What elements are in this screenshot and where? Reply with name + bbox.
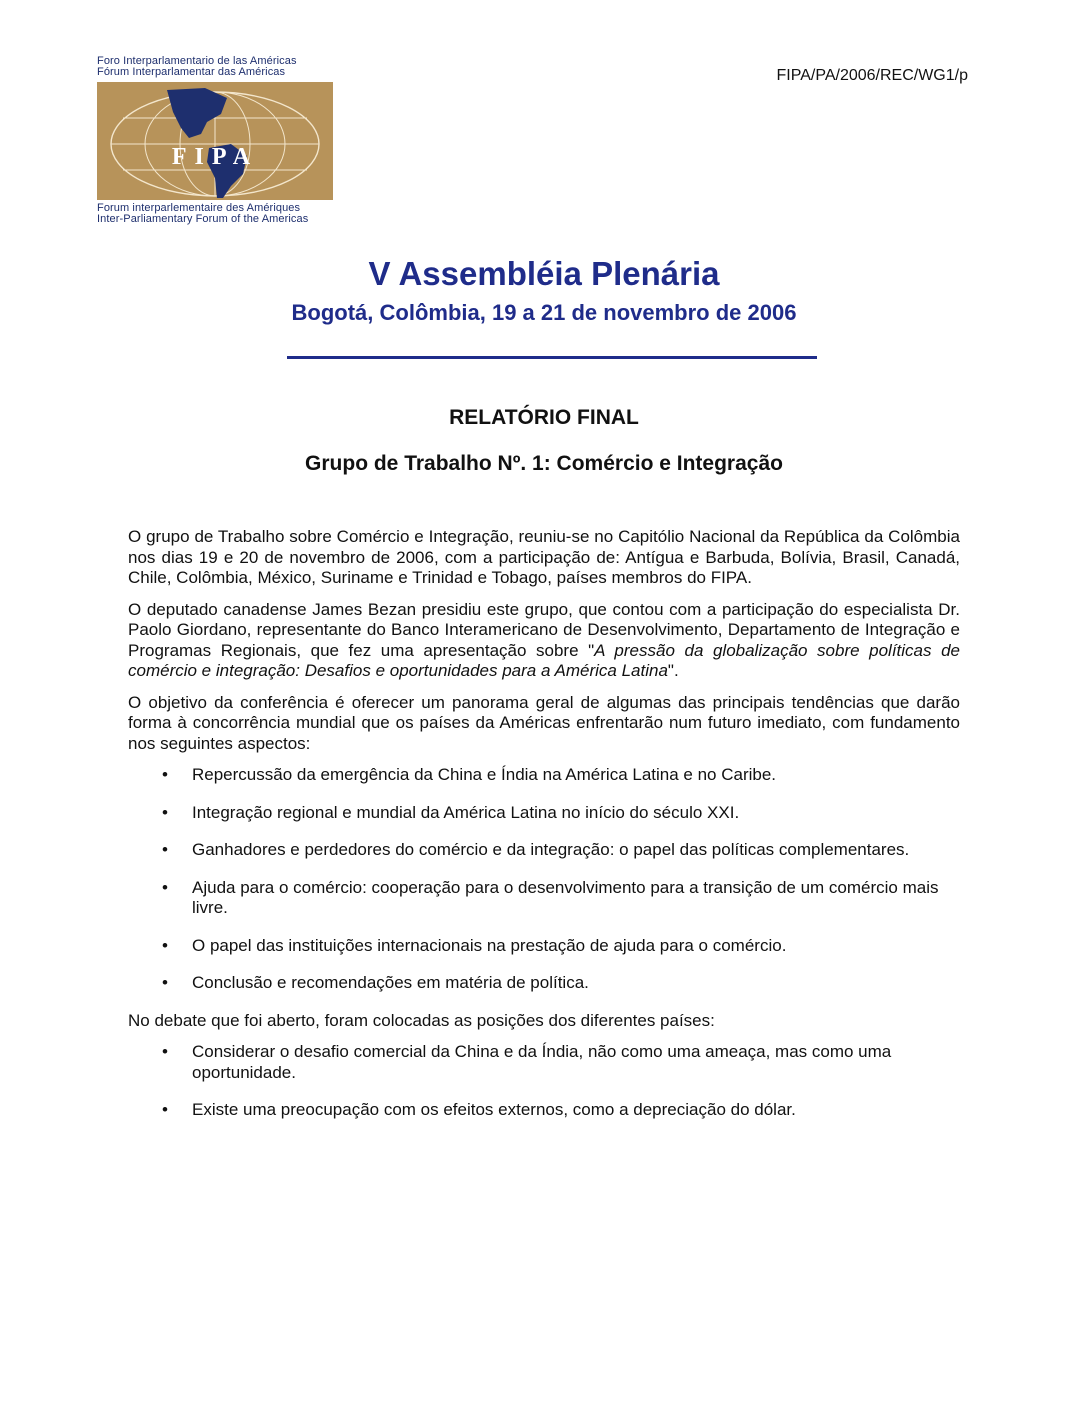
- bullet-icon: •: [162, 877, 168, 897]
- paragraph-objective: O objetivo da conferência é oferecer um panorama geral de algumas das principais tendências que darão forma à concorrência mundial que os países da Américas enfrentarão num futuro imediato, com fundamento nos seguintes aspectos:: [128, 692, 960, 753]
- page-title: V Assembléia Plenária: [368, 255, 720, 292]
- list-item: • Integração regional e mundial da América Latina no início do século XXI.: [162, 802, 740, 822]
- list-item: • Ajuda para o comércio: cooperação para o desenvolvimento para a transição de um comércio mais livre.: [162, 877, 939, 917]
- paragraph-debate: No debate que foi aberto, foram colocadas as posições dos diferentes países:: [128, 1010, 715, 1030]
- paragraph-meeting: O grupo de Trabalho sobre Comércio e Integração, reuniu-se no Capitólio Nacional da República da Colômbia nos dias 19 e 20 de novembro de 2006, com a participação de: Antígua e Barbuda, Bolívia, Brasil, Canadá, Chile, Colômbia, México, Suriname e Trinidad e Tobago, países membros do FIPA.: [128, 527, 960, 587]
- list-item: • Considerar o desafio comercial da China e da Índia, não como uma ameaça, mas como uma oportunidade.: [162, 1042, 892, 1082]
- report-heading: RELATÓRIO FINAL: [449, 406, 639, 429]
- logo-text-portuguese: Fórum Interparlamentar das Américas: [97, 66, 286, 78]
- logo-text-french: Forum interparlementaire des Amériques: [97, 202, 301, 214]
- document-reference: FIPA/PA/2006/REC/WG1/p: [776, 67, 968, 84]
- bullet-icon: •: [162, 1042, 168, 1061]
- list-item: • Existe uma preocupação com os efeitos externos, como a depreciação do dólar.: [162, 1100, 796, 1119]
- presentation-title: A pressão da globalização sobre políticas de comércio e integração: Desafios e oportunidades para a América Latina: [128, 640, 960, 680]
- working-group-heading: Grupo de Trabalho Nº. 1: Comércio e Integração: [305, 452, 783, 475]
- list-item: • O papel das instituições internacionais na prestação de ajuda para o comércio.: [162, 935, 787, 955]
- bullet-icon: •: [162, 973, 168, 992]
- bullet-icon: •: [162, 1100, 168, 1119]
- globe-americas-icon: [97, 82, 333, 200]
- list-item: • Repercussão da emergência da China e Índia na América Latina e no Caribe.: [162, 765, 777, 784]
- bullet-icon: •: [162, 840, 168, 859]
- bullet-icon: •: [162, 765, 168, 784]
- page-subtitle: Bogotá, Colômbia, 19 a 21 de novembro de 2006: [291, 300, 797, 325]
- aspects-list: [128, 765, 960, 994]
- presentation-intro: O deputado canadense James Bezan presidiu este grupo, que contou com a participação do especialista Dr. Paolo Giordano, representante do Banco Interamericano de Desenvolvimento, Departamento de Integração e Programas Regionais, que fez uma apresentação sobre ": [128, 599, 960, 660]
- list-item: • Ganhadores e perdedores do comércio e da integração: o papel das políticas complementares.: [162, 840, 910, 859]
- logo-emblem: [97, 82, 333, 200]
- logo-text-spanish: Foro Interparlamentario de las Américas: [97, 55, 297, 67]
- report-body: [128, 527, 960, 1138]
- paragraph-presentation: [128, 600, 960, 682]
- list-item: • Conclusão e recomendações em matéria de política.: [162, 973, 589, 992]
- fipa-logo: [97, 56, 337, 225]
- logo-text-english: Inter-Parliamentary Forum of the Americas: [97, 213, 309, 225]
- title-divider: [287, 356, 817, 359]
- logo-acronym: FIPA: [171, 144, 259, 170]
- bullet-icon: •: [162, 935, 168, 955]
- bullet-icon: •: [162, 802, 168, 822]
- presentation-close: ".: [667, 661, 679, 680]
- positions-list: [128, 1042, 960, 1121]
